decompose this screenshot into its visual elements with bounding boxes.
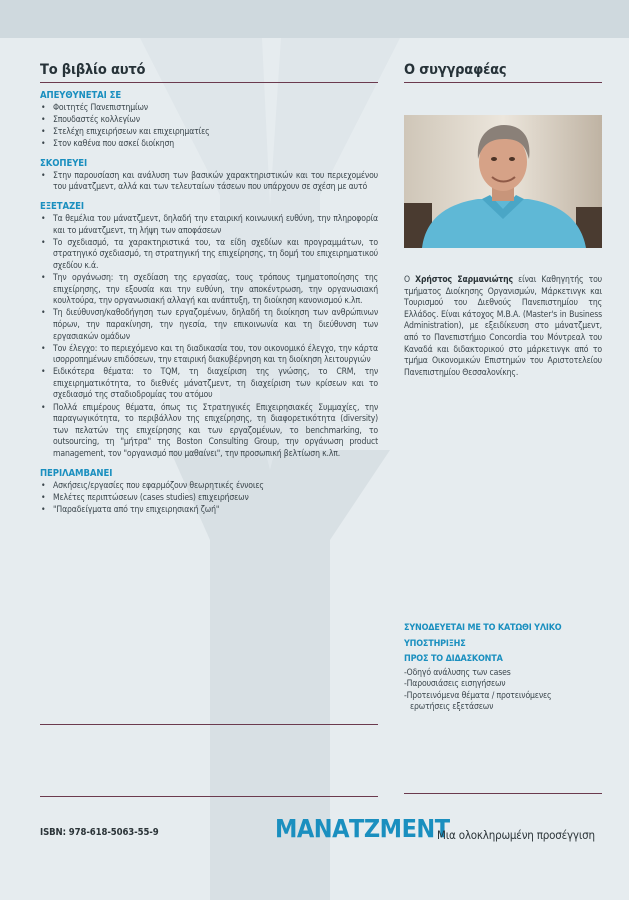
list-item: • Μελέτες περιπτώσεων (cases studies) επιχειρήσεων — [40, 493, 378, 505]
list-item: • Σπουδαστές κολλεγίων — [40, 115, 378, 127]
author-photo — [404, 115, 602, 248]
divider-left-1 — [40, 724, 378, 725]
list-item: • Την οργάνωση: τη σχεδίαση της εργασίας, τους τρόπους τμηματοποίησης της επιχείρησης, την εξουσία και την ευθύνη, την αποκέντρωση, την οργανωσιακή κουλτούρα, την οργανωσιακή αλλαγή και ανάπτυξη, τη διοίκηση κανονισμού κ.λπ. — [40, 273, 378, 308]
author-column — [404, 62, 602, 83]
support-item: -Προτεινόμενα θέματα / προτεινόμενες — [404, 690, 552, 701]
list-item: • Το σχεδιασμό, τα χαρακτηριστικά του, τα είδη σχεδίων και προγραμμάτων, το στρατηγικό σχεδιασμό, τη στρατηγική της επιχείρησης, τη δομή του επιχειρηματικού σχεδίου κ.ά. — [40, 238, 378, 273]
author-portrait-image — [404, 115, 602, 248]
examines-list — [40, 214, 378, 460]
support-heading-line-1: ΣΥΝΟΔΕΥΕΤΑΙ ΜΕ ΤΟ ΚΑΤΩΘΙ ΥΛΙΚΟ ΥΠΟΣΤΗΡΙΞΗΣ — [404, 623, 562, 649]
divider-left-2 — [40, 796, 378, 797]
isbn: ISBN: 978-618-5063-55-9 — [40, 827, 159, 838]
list-item: • "Παραδείγματα από την επιχειρησιακή ζωή" — [40, 505, 378, 517]
support-heading-line-2: ΠΡΟΣ ΤΟ ΔΙΔΑΣΚΟΝΤΑ — [404, 654, 503, 664]
author-name: Χρήστος Σαρμανιώτης — [415, 275, 513, 285]
list-item: • Τα θεμέλια του μάνατζμεντ, δηλαδή την εταιρική κοινωνική ευθύνη, την πληροφορία και το μάνατζμεντ, τη λήψη των αποφάσεων — [40, 214, 378, 237]
support-item: ερωτήσεις εξετάσεων — [410, 702, 494, 713]
list-item: • Πολλά επιμέρους θέματα, όπως τις Στρατηγικές Επιχειρησιακές Συμμαχίες, την παραγωγικότητα, το περιβάλλον της επιχείρησης, τη διαφορετικότητα (diversity) των πελατών της επιχείρησης και των εργαζομένων, το benchmarking, το outsourcing, τη "μήτρα" της Boston Consulting Group, την οργάνωση product management, τον "οργανισμό που μαθαίνει", την προσωπική βελτίωση κ.λπ. — [40, 403, 378, 461]
audience-list — [40, 103, 378, 151]
brand-title: ΜΑΝΑΤΖΜΕΝΤ — [275, 814, 450, 843]
includes-list — [40, 481, 378, 517]
aim-list — [40, 171, 378, 194]
brand-tagline: Μια ολοκληρωμένη προσέγγιση — [437, 828, 595, 842]
bio-prefix: Ο — [404, 275, 410, 285]
divider-right-1 — [404, 793, 602, 794]
support-material — [404, 621, 609, 714]
book-info-column — [40, 62, 378, 517]
section-heading-examines: ΕΞΕΤΑΖΕΙ — [40, 201, 84, 213]
list-item: • Στελέχη επιχειρήσεων και επιχειρηματίες — [40, 127, 378, 139]
author-bio — [404, 275, 602, 379]
list-item: • Τη διεύθυνση/καθοδήγηση των εργαζομένων, δηλαδή τη διοίκηση των ανθρώπινων πόρων, την παρακίνηση, την ηγεσία, την επικοινωνία και τη διεύθυνση των εργασιακών ομάδων — [40, 308, 378, 343]
book-info-title: Το βιβλίο αυτό — [40, 62, 378, 83]
section-heading-audience: ΑΠΕΥΘΥΝΕΤΑΙ ΣΕ — [40, 90, 122, 101]
support-item: -Παρουσιάσεις εισηγήσεων — [404, 679, 506, 690]
list-item: • Ασκήσεις/εργασίες που εφαρμόζουν θεωρητικές έννοιες — [40, 481, 378, 493]
list-item: • Φοιτητές Πανεπιστημίων — [40, 103, 378, 115]
support-item: -Οδηγό ανάλυσης των cases — [404, 667, 511, 678]
section-heading-aim: ΣΚΟΠΕΥΕΙ — [40, 157, 88, 169]
section-heading-includes: ΠΕΡΙΛΑΜΒΑΝΕΙ — [40, 467, 113, 479]
bio-text: είναι Καθηγητής του τμήματος Διοίκησης Οργανισμών, Μάρκετινγκ και Τουρισμού του Διεθνούς Πανεπιστημίου της Ελλάδος. Είναι κάτοχος M.B.A. (Master's in Business Administration), με εξειδίκευση στο μάνατζμεντ, από το Πανεπιστήμιο Concordia του Μόντρεαλ του Καναδά και διδακτορικού στο μάρκετινγκ από το τμήμα Οικονομικών Επιστημών του Αριστοτελείου Πανεπιστημίου Θεσσαλονίκης. — [404, 275, 602, 378]
author-title: Ο συγγραφέας — [404, 62, 602, 83]
list-item: • Ειδικότερα θέματα: το TQM, τη διαχείριση της γνώσης, το CRM, την επιχειρηματικότητα, το διεθνές μάνατζμεντ, τη διαχείριση των κρίσεων και το σχεδιασμό της σταδιοδρομίας του ατόμου — [40, 367, 378, 402]
list-item: • Στην παρουσίαση και ανάλυση των βασικών χαρακτηριστικών και του περιεχομένου του μάνατζμεντ, αλλά και των τελευταίων τάσεων που υπάρχουν σε σχέση με αυτό — [40, 171, 378, 194]
list-item: • Τον έλεγχο: το περιεχόμενο και τη διαδικασία του, τον οικονομικό έλεγχο, την κάρτα ισορροπημένων επιδόσεων, την εταιρική διακυβέρνηση και τη διοίκηση λειτουργιών — [40, 344, 378, 367]
list-item: • Στον καθένα που ασκεί διοίκηση — [40, 139, 378, 151]
